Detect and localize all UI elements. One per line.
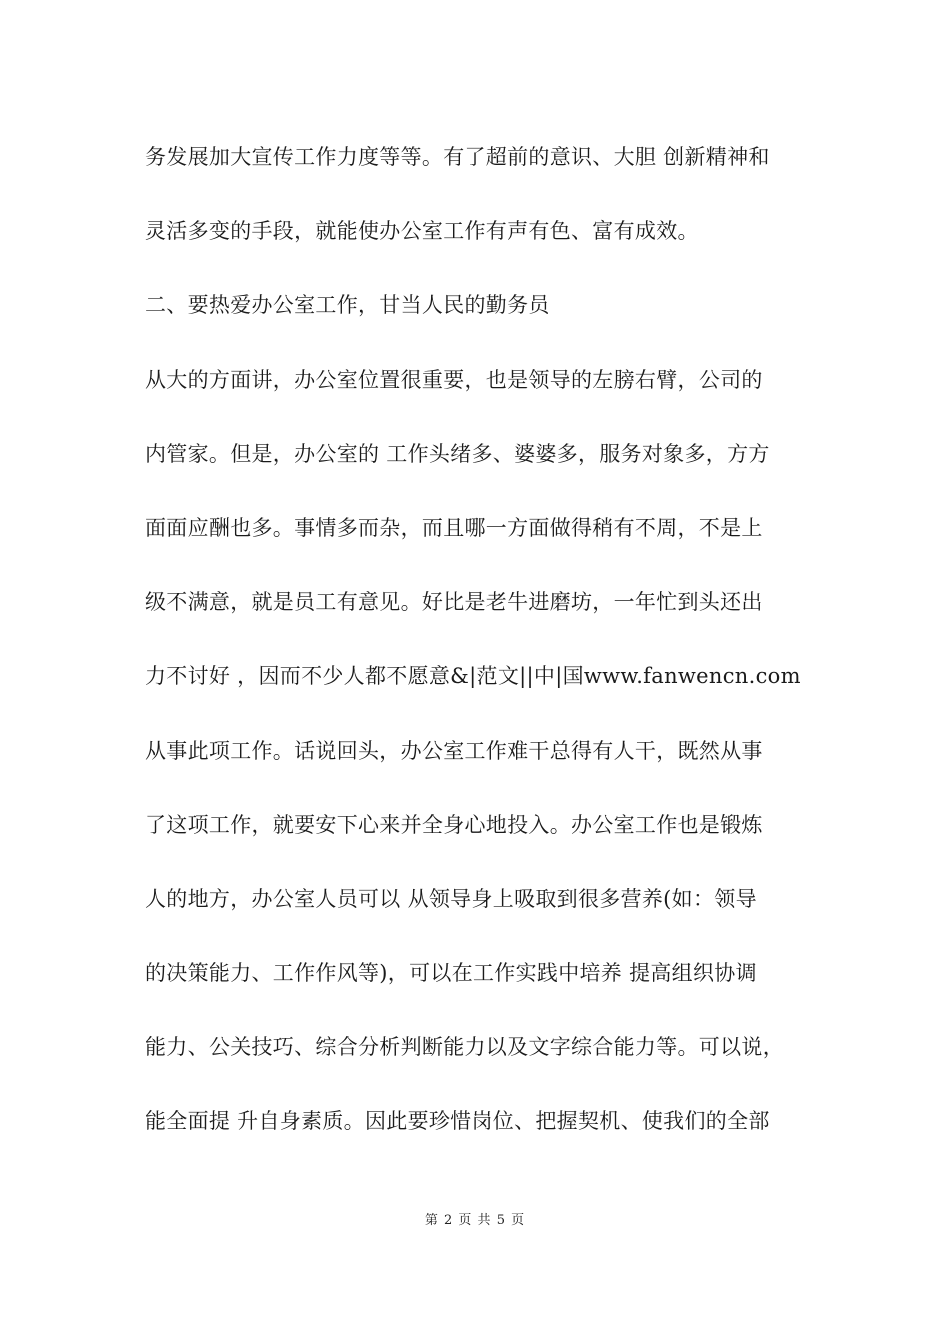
section-heading: 二、要热爱办公室工作，甘当人民的勤务员: [145, 293, 550, 318]
text-line: 人的地方，办公室人员可以 从领导身上吸取到很多营养(如：领导: [145, 886, 757, 911]
text-line: 的决策能力、工作作风等)，可以在工作实践中培养 提高组织协调: [145, 961, 757, 986]
text-line: 力不讨好 ，因而不少人都不愿意&|范文||中|国www.fanwencn.com: [145, 664, 801, 689]
body-text: [145, 133, 825, 1172]
text-line: 灵活多变的手段，就能使办公室工作有声有色、富有成效。: [145, 219, 699, 244]
text-line: 能力、公关技巧、综合分析判断能力以及文字综合能力等。可以说，: [145, 1035, 784, 1060]
text-line: 了这项工作，就要安下心来并全身心地投入。办公室工作也是锻炼: [145, 812, 763, 837]
text-line: 内管家。但是，办公室的 工作头绪多、婆婆多，服务对象多，方方: [145, 441, 770, 466]
text-line: 面面应酬也多。事情多而杂，而且哪一方面做得稍有不周，不是上: [145, 515, 763, 540]
text-line: 从大的方面讲，办公室位置很重要，也是领导的左膀右臂，公司的: [145, 367, 763, 392]
page-number-footer: 第 2 页 共 5 页: [424, 1213, 526, 1228]
text-line: 级不满意，就是员工有意见。好比是老牛进磨坊，一年忙到头还出: [145, 590, 763, 615]
text-line: 务发展加大宣传工作力度等等。有了超前的意识、大胆 创新精神和: [145, 145, 770, 169]
text-line: 从事此项工作。话说回头，办公室工作难干总得有人干，既然从事: [145, 738, 763, 763]
text-line: 能全面提 升自身素质。因此要珍惜岗位、把握契机、使我们的全部: [145, 1109, 770, 1134]
